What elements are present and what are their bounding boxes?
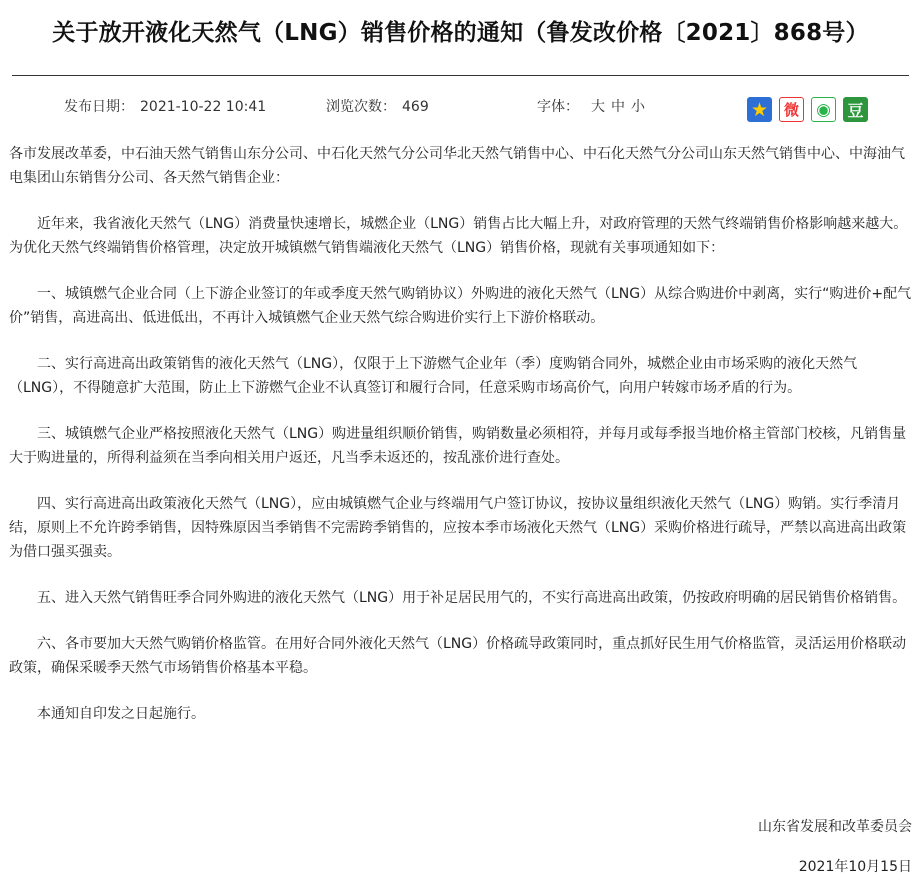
font-size-label: 字体： xyxy=(537,99,579,115)
share-bar xyxy=(747,97,868,122)
item-4: 四、实行高进高出政策液化天然气（LNG），应由城镇燃气企业与终端用气户签订协议，按协议量组织液化天然气（LNG）购销。实行季清月结，原则上不允许跨季销售，因特殊原因当季销售不完需跨季销售的，应按本季市场液化天然气（LNG）采购价格进行疏导，严禁以高进高出政策为借口强买强卖。 xyxy=(9,496,907,560)
salutation: 各市发展改革委，中石油天然气销售山东分公司、中石化天然气分公司华北天然气销售中心、中石化天然气分公司山东天然气销售中心、中海油气电集团山东销售分公司、各天然气销售企业： xyxy=(9,146,905,186)
share-douban-icon[interactable]: 豆 xyxy=(843,97,868,122)
intro-paragraph: 近年来，我省液化天然气（LNG）消费量快速增长，城燃企业（LNG）销售占比大幅上升，对政府管理的天然气终端销售价格影响越来越大。为优化天然气终端销售价格管理，决定放开城镇燃气销售端液化天然气（LNG）销售价格，现就有关事项通知如下： xyxy=(9,216,908,256)
view-count xyxy=(326,96,429,116)
font-size-small-link[interactable]: 小 xyxy=(631,99,645,115)
font-size-medium-link[interactable]: 中 xyxy=(611,99,625,115)
font-size-large-link[interactable]: 大 xyxy=(591,99,605,115)
view-count-value: 469 xyxy=(402,99,429,115)
item-6: 六、各市要加大天然气购销价格监管。在用好合同外液化天然气（LNG）价格疏导政策同时，重点抓好民生用气价格监管，灵活运用价格联动政策，确保采暖季天然气市场销售价格基本平稳。 xyxy=(9,636,907,676)
page-title: 关于放开液化天然气（LNG）销售价格的通知（鲁发改价格〔2021〕868号） xyxy=(52,20,869,46)
view-count-label: 浏览次数： xyxy=(326,99,396,115)
share-weibo-icon[interactable]: 微 xyxy=(779,97,804,122)
font-size-switcher xyxy=(537,96,645,116)
item-1: 一、城镇燃气企业合同（上下游企业签订的年或季度天然气购销协议）外购进的液化天然气（LNG）从综合购进价中剥离，实行“购进价+配气价”销售，高进高出、低进低出，不再计入城镇燃气企业天然气综合购进价实行上下游价格联动。 xyxy=(9,286,912,326)
publish-date xyxy=(64,96,266,116)
publish-date-value: 2021-10-22 10:41 xyxy=(140,99,267,115)
publish-date-label: 发布日期： xyxy=(64,99,134,115)
share-qzone-icon[interactable]: ★ xyxy=(747,97,772,122)
notice-body xyxy=(9,142,912,748)
title-divider xyxy=(12,75,909,76)
signature-date: 2021年10月15日 xyxy=(798,859,912,875)
closing-paragraph: 本通知自印发之日起施行。 xyxy=(37,706,205,722)
item-3: 三、城镇燃气企业严格按照液化天然气（LNG）购进量组织顺价销售，购销数量必须相符，并每月或每季报当地价格主管部门校核，凡销售量大于购进量的，所得利益须在当季向相关用户返还，凡当季未返还的，按乱涨价进行查处。 xyxy=(9,426,907,466)
signature-org: 山东省发展和改革委员会 xyxy=(758,819,912,835)
share-wechat-icon[interactable]: ◉ xyxy=(811,97,836,122)
item-2: 二、实行高进高出政策销售的液化天然气（LNG），仅限于上下游燃气企业年（季）度购销合同外，城燃企业由市场采购的液化天然气（LNG），不得随意扩大范围，防止上下游燃气企业不认真签订和履行合同，任意采购市场高价气，向用户转嫁市场矛盾的行为。 xyxy=(9,356,858,396)
item-5: 五、进入天然气销售旺季合同外购进的液化天然气（LNG）用于补足居民用气的，不实行高进高出政策，仍按政府明确的居民销售价格销售。 xyxy=(37,590,907,606)
